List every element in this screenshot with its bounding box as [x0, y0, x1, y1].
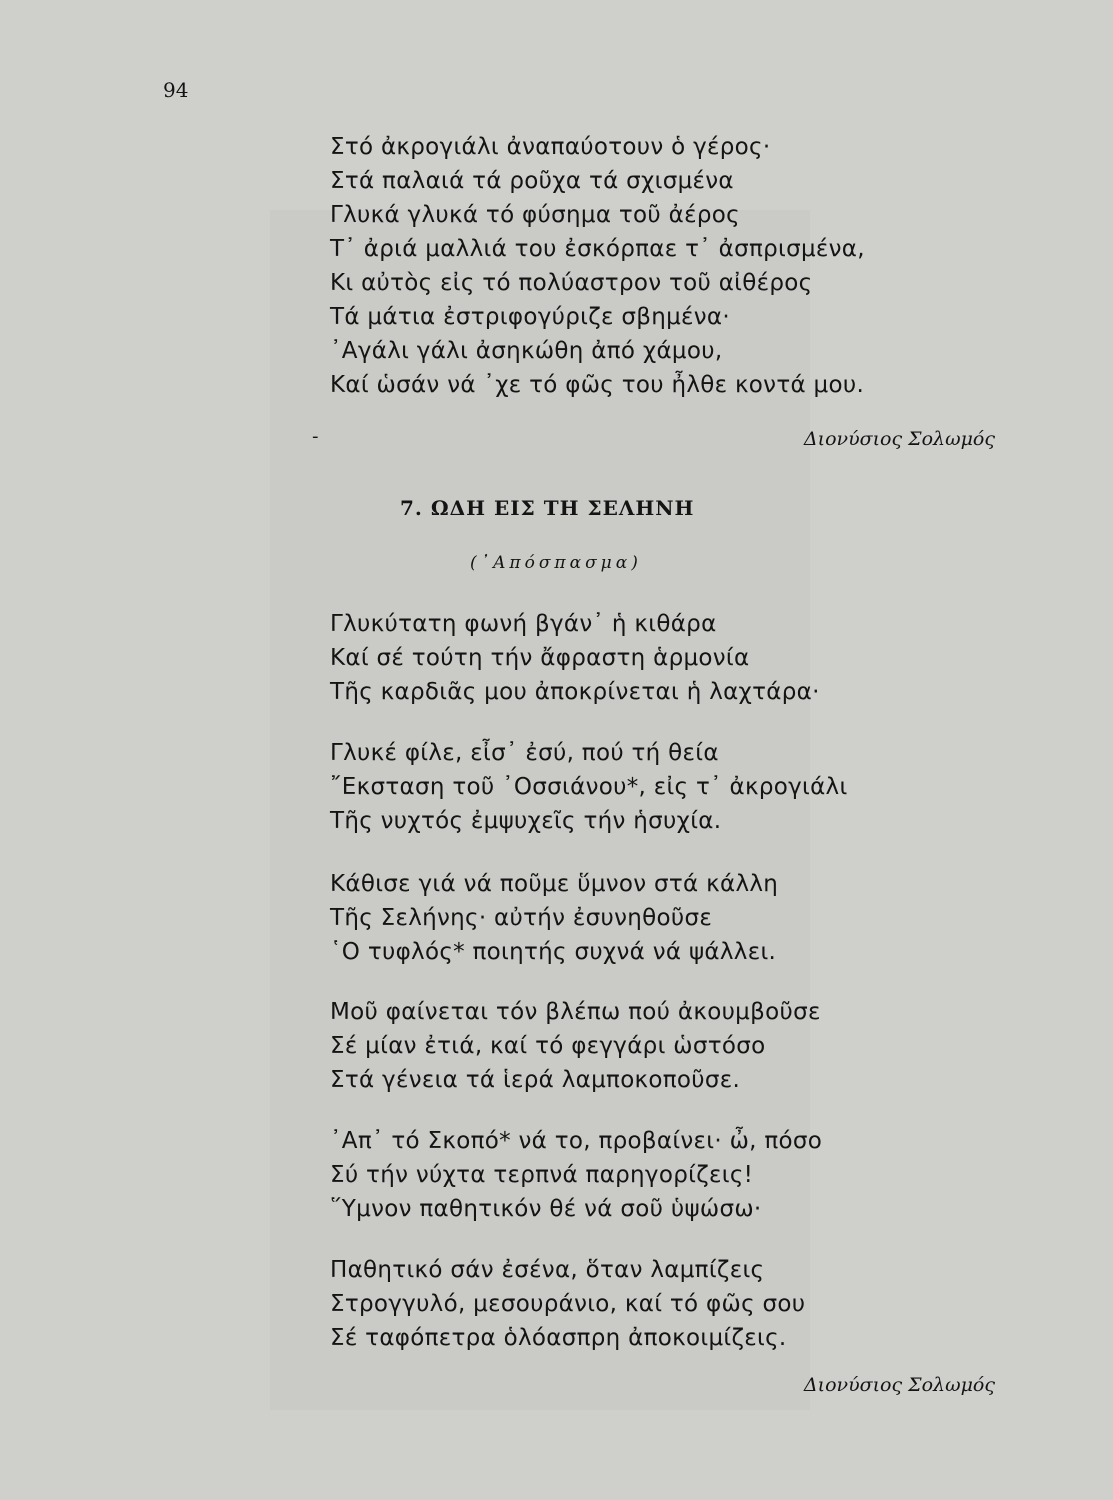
poem-line: Κι αὐτὸς εἰς τό πολύαστρον τοῦ αἰθέρος [330, 270, 813, 296]
poem-line: Παθητικό σάν ἐσένα, ὅταν λαμπίζεις [330, 1257, 765, 1283]
poem-line: Σέ ταφόπετρα ὁλόασπρη ἀποκοιμίζεις. [330, 1325, 787, 1351]
poem-line: ῞Υμνον παθητικόν θέ νά σοῦ ὑψώσω· [330, 1196, 762, 1222]
poem-line: Τά μάτια ἐστριφογύριζε σβημένα· [330, 304, 730, 330]
poem1-stanza [330, 130, 865, 402]
poem-line: Γλυκύτατη φωνή βγάν᾿ ἡ κιθάρα [330, 611, 717, 637]
poem-line: Μοῦ φαίνεται τόν βλέπω πού ἀκουμβοῦσε [330, 999, 821, 1025]
poem-line: Καί ὡσάν νά ᾿χε τό φῶς του ἦλθε κοντά μου. [330, 372, 865, 398]
poem-line: ᾿Αγάλι γάλι ἀσηκώθη ἀπό χάμου, [330, 338, 723, 364]
poem2-stanza-5 [330, 1124, 822, 1226]
poem-line: Στά γένεια τά ἱερά λαμποκοποῦσε. [330, 1067, 741, 1093]
poem2-stanza-2 [330, 736, 848, 838]
section-subtitle: (᾿Απόσπασμα) [470, 553, 642, 573]
section-title: 7. ΩΔΗ ΕΙΣ ΤΗ ΣΕΛΗΝΗ [400, 496, 695, 520]
poem-line: Στρογγυλό, μεσουράνιο, καί τό φῶς σου [330, 1291, 806, 1317]
poem-line: Στά παλαιά τά ροῦχα τά σχισμένα [330, 168, 734, 194]
poem2-stanza-4 [330, 995, 821, 1097]
poem-line: Γλυκά γλυκά τό φύσημα τοῦ ἀέρος [330, 202, 740, 228]
poem1-author: Διονύσιος Σολωμός [803, 428, 995, 450]
poem-line: ῎Εκσταση τοῦ ᾿Οσσιάνου*, εἰς τ᾿ ἀκρογιάλι [330, 774, 848, 800]
poem2-stanza-3 [330, 867, 778, 969]
poem2-stanza-1 [330, 607, 820, 709]
poem2-author: Διονύσιος Σολωμός [803, 1374, 995, 1396]
poem-line: ᾿Απ᾿ τό Σκοπό* νά το, προβαίνει· ὦ, πόσο [330, 1128, 823, 1154]
poem-line: Τῆς Σελήνης· αὐτήν ἐσυνηθοῦσε [330, 905, 713, 931]
poem-line: ῾Ο τυφλός* ποιητής συχνά νά ψάλλει. [330, 939, 777, 965]
poem-line: Κάθισε γιά νά ποῦμε ὕμνον στά κάλλη [330, 871, 779, 897]
poem-line: Γλυκέ φίλε, εἶσ᾿ ἐσύ, πού τή θεία [330, 740, 719, 766]
poem-line: Τῆς καρδιᾶς μου ἀποκρίνεται ἡ λαχτάρα· [330, 679, 820, 705]
poem2-stanza-6 [330, 1253, 805, 1355]
poem-line: Τ᾿ ἀριά μαλλιά του ἐσκόρπαε τ᾿ ἀσπρισμένα, [330, 236, 865, 262]
poem-line: Στό ἀκρογιάλι ἀναπαύοτουν ὁ γέρος· [330, 134, 771, 160]
stray-mark: - [312, 426, 319, 447]
poem-line: Σύ τήν νύχτα τερπνά παρηγορίζεις! [330, 1162, 754, 1188]
poem-line: Καί σέ τούτη τήν ἄφραστη ἁρμονία [330, 645, 750, 671]
page-number: 94 [163, 78, 189, 102]
poem-line: Σέ μίαν ἐτιά, καί τό φεγγάρι ὡστόσο [330, 1033, 766, 1059]
poem-line: Τῆς νυχτός ἐμψυχεῖς τήν ἡσυχία. [330, 808, 722, 834]
